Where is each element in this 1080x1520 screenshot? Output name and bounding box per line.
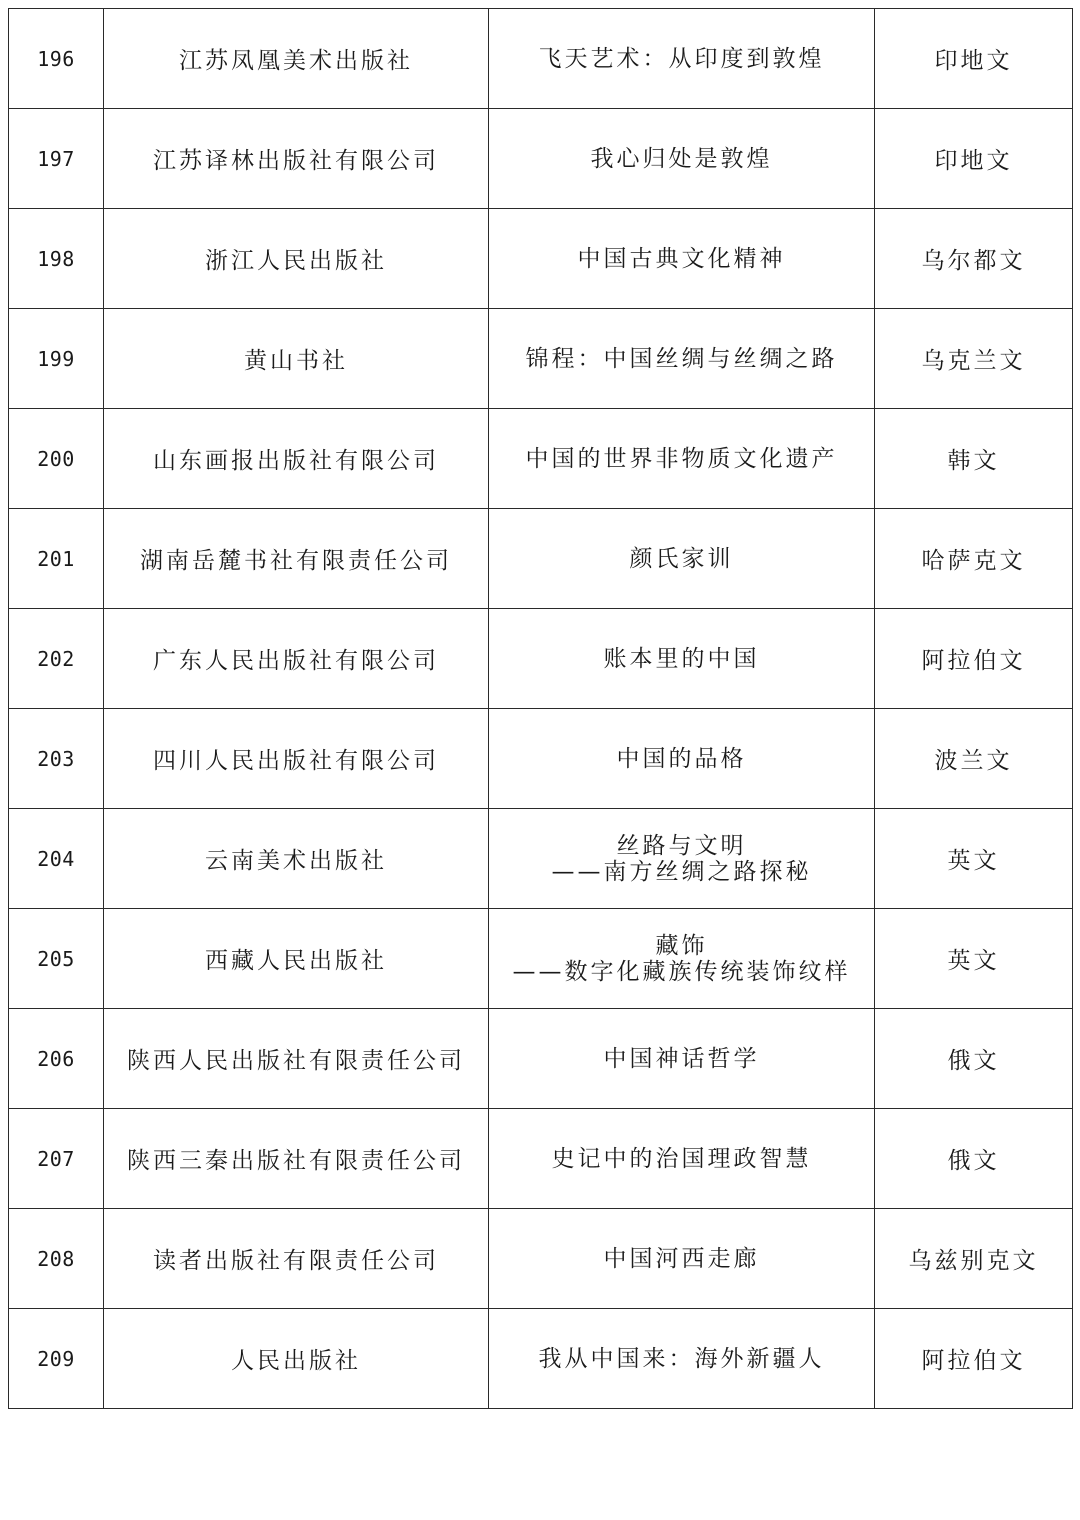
row-number-cell: 203 <box>9 709 104 809</box>
publisher-cell: 陕西人民出版社有限责任公司 <box>104 1009 489 1109</box>
publisher-cell: 读者出版社有限责任公司 <box>104 1209 489 1309</box>
book-title-cell <box>489 609 875 709</box>
book-title-line: 藏饰 <box>655 932 708 959</box>
book-title-line: 我心归处是敦煌 <box>590 145 773 172</box>
book-title-cell <box>489 709 875 809</box>
book-title-cell <box>489 209 875 309</box>
book-title-cell <box>489 909 875 1009</box>
language-cell: 印地文 <box>875 109 1073 209</box>
book-title-line: 中国河西走廊 <box>603 1245 760 1272</box>
book-title-line: ——数字化藏族传统装饰纹样 <box>512 958 851 985</box>
book-title-line: 丝路与文明 <box>616 832 747 859</box>
book-title-line: 史记中的治国理政智慧 <box>551 1145 812 1172</box>
publisher-cell: 西藏人民出版社 <box>104 909 489 1009</box>
book-title-line: 中国神话哲学 <box>603 1045 760 1072</box>
table-body <box>9 9 1073 1409</box>
table-row <box>9 1309 1073 1409</box>
row-number-cell: 196 <box>9 9 104 109</box>
book-title-cell <box>489 1109 875 1209</box>
publisher-cell: 江苏译林出版社有限公司 <box>104 109 489 209</box>
table-row <box>9 109 1073 209</box>
book-title-line: 我从中国来：海外新疆人 <box>538 1345 825 1372</box>
publisher-cell: 四川人民出版社有限公司 <box>104 709 489 809</box>
table-row <box>9 609 1073 709</box>
table-row <box>9 1209 1073 1309</box>
language-cell: 韩文 <box>875 409 1073 509</box>
book-title-cell <box>489 109 875 209</box>
row-number-cell: 207 <box>9 1109 104 1209</box>
book-title-cell <box>489 509 875 609</box>
book-title-line: 账本里的中国 <box>603 645 760 672</box>
book-title-line: 中国的世界非物质文化遗产 <box>525 445 838 472</box>
book-title-cell <box>489 309 875 409</box>
table-row <box>9 509 1073 609</box>
publisher-cell: 湖南岳麓书社有限责任公司 <box>104 509 489 609</box>
book-title-cell <box>489 409 875 509</box>
publisher-cell: 云南美术出版社 <box>104 809 489 909</box>
row-number-cell: 205 <box>9 909 104 1009</box>
row-number-cell: 204 <box>9 809 104 909</box>
row-number-cell: 206 <box>9 1009 104 1109</box>
book-title-line: 锦程：中国丝绸与丝绸之路 <box>525 345 838 372</box>
row-number-cell: 200 <box>9 409 104 509</box>
row-number-cell: 208 <box>9 1209 104 1309</box>
book-title-cell <box>489 809 875 909</box>
row-number-cell: 199 <box>9 309 104 409</box>
book-title-cell <box>489 1309 875 1409</box>
table-row <box>9 409 1073 509</box>
publisher-cell: 陕西三秦出版社有限责任公司 <box>104 1109 489 1209</box>
language-cell: 乌尔都文 <box>875 209 1073 309</box>
publication-table <box>8 8 1073 1409</box>
table-row <box>9 809 1073 909</box>
table-row <box>9 1009 1073 1109</box>
publisher-cell: 山东画报出版社有限公司 <box>104 409 489 509</box>
book-title-cell <box>489 1009 875 1109</box>
table-row <box>9 309 1073 409</box>
language-cell: 乌兹别克文 <box>875 1209 1073 1309</box>
language-cell: 阿拉伯文 <box>875 1309 1073 1409</box>
language-cell: 英文 <box>875 909 1073 1009</box>
book-title-line: 中国古典文化精神 <box>577 245 786 272</box>
book-title-line: 飞天艺术：从印度到敦煌 <box>538 45 825 72</box>
book-title-cell <box>489 1209 875 1309</box>
book-title-line: 中国的品格 <box>616 745 747 772</box>
language-cell: 阿拉伯文 <box>875 609 1073 709</box>
language-cell: 俄文 <box>875 1009 1073 1109</box>
language-cell: 英文 <box>875 809 1073 909</box>
row-number-cell: 197 <box>9 109 104 209</box>
publisher-cell: 黄山书社 <box>104 309 489 409</box>
publisher-cell: 江苏凤凰美术出版社 <box>104 9 489 109</box>
language-cell: 哈萨克文 <box>875 509 1073 609</box>
book-title-line: ——南方丝绸之路探秘 <box>551 858 812 885</box>
language-cell: 波兰文 <box>875 709 1073 809</box>
row-number-cell: 201 <box>9 509 104 609</box>
table-row <box>9 709 1073 809</box>
row-number-cell: 209 <box>9 1309 104 1409</box>
document-page <box>8 8 1072 1409</box>
language-cell: 印地文 <box>875 9 1073 109</box>
table-row <box>9 909 1073 1009</box>
language-cell: 乌克兰文 <box>875 309 1073 409</box>
book-title-cell <box>489 9 875 109</box>
publisher-cell: 广东人民出版社有限公司 <box>104 609 489 709</box>
publisher-cell: 人民出版社 <box>104 1309 489 1409</box>
table-row <box>9 209 1073 309</box>
language-cell: 俄文 <box>875 1109 1073 1209</box>
book-title-line: 颜氏家训 <box>629 545 734 572</box>
publisher-cell: 浙江人民出版社 <box>104 209 489 309</box>
row-number-cell: 202 <box>9 609 104 709</box>
row-number-cell: 198 <box>9 209 104 309</box>
table-row <box>9 1109 1073 1209</box>
table-row <box>9 9 1073 109</box>
